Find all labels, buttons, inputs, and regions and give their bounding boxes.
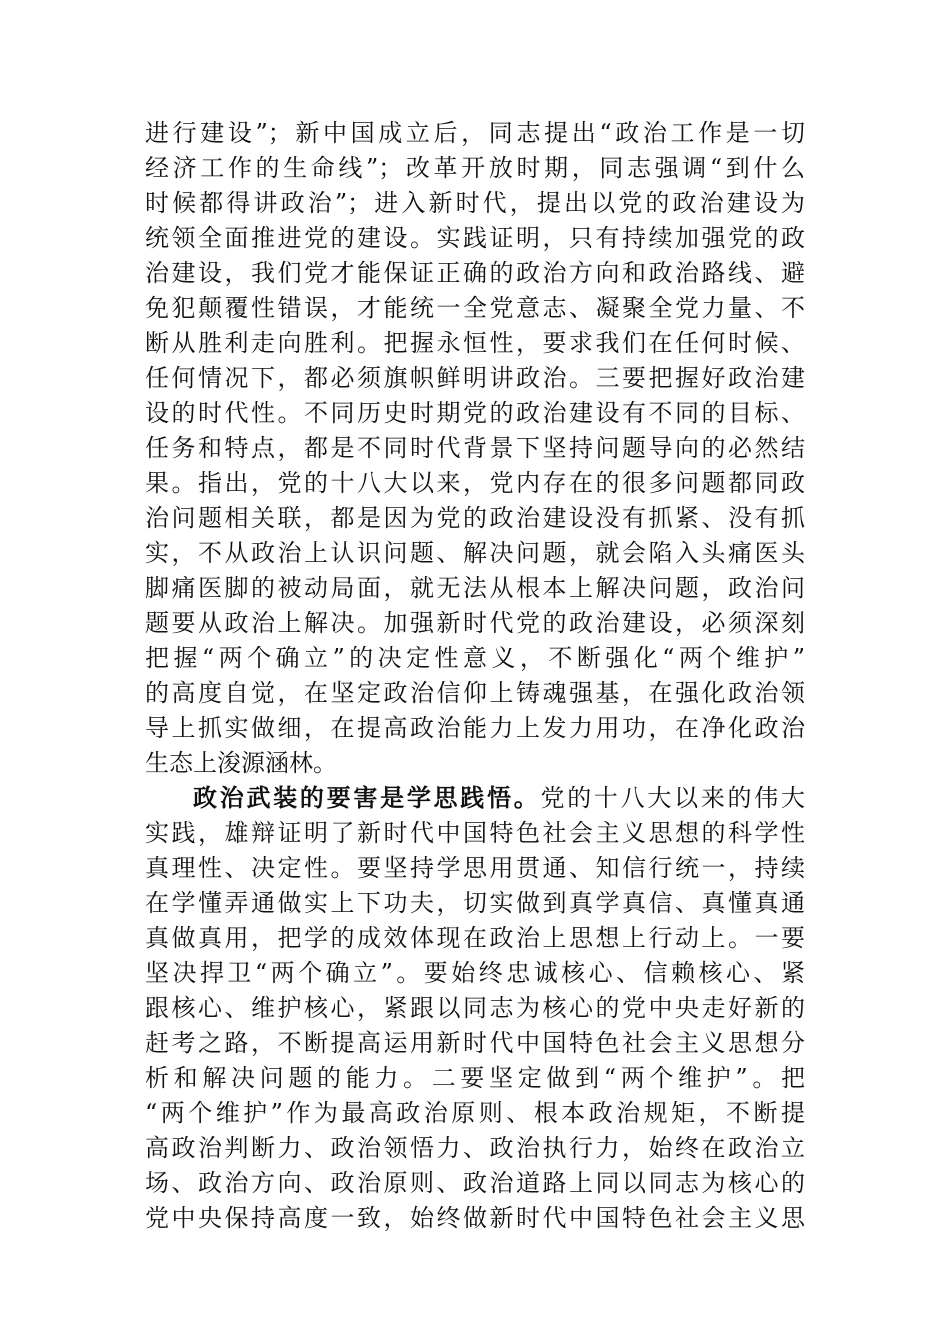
heading-line-rest: 党的十八大以来的伟大: [540, 784, 806, 812]
text-line: 治问题相关联，都是因为党的政治建设没有抓紧、没有抓: [145, 504, 805, 532]
text-line: 坚决捍卫“两个确立”。要始终忠诚核心、信赖核心、紧: [145, 959, 805, 987]
text-line: 治建设，我们党才能保证正确的政治方向和政治路线、避: [145, 259, 805, 287]
text-line: 的高度自觉，在坚定政治信仰上铸魂强基，在强化政治领: [145, 679, 805, 707]
text-line: 脚痛医脚的被动局面，就无法从根本上解决问题，政治问: [145, 574, 805, 602]
text-line: 经济工作的生命线”；改革开放时期，同志强调“到什么: [145, 154, 805, 182]
text-line: 党中央保持高度一致，始终做新时代中国特色社会主义思: [145, 1204, 805, 1232]
text-line: 果。指出，党的十八大以来，党内存在的很多问题都同政: [145, 469, 805, 497]
text-line: 在学懂弄通做实上下功夫，切实做到真学真信、真懂真通: [145, 889, 805, 917]
text-line: 真理性、决定性。要坚持学思用贯通、知信行统一，持续: [145, 854, 805, 882]
text-line: 实，不从政治上认识问题、解决问题，就会陷入头痛医头: [145, 539, 805, 567]
text-line: 把握“两个确立”的决定性意义，不断强化“两个维护”: [145, 644, 805, 672]
text-line: 免犯颠覆性错误，才能统一全党意志、凝聚全党力量、不: [145, 294, 805, 322]
text-line: 实践，雄辩证明了新时代中国特色社会主义思想的科学性: [145, 819, 805, 847]
text-line: 跟核心、维护核心，紧跟以同志为核心的党中央走好新的: [145, 994, 805, 1022]
text-line: 生态上浚源涵林。: [145, 749, 337, 777]
text-line: 统领全面推进党的建设。实践证明，只有持续加强党的政: [145, 224, 805, 252]
text-line: 析和解决问题的能力。二要坚定做到“两个维护”。把: [145, 1064, 805, 1092]
paragraph-heading: 政治武装的要害是学思践悟。: [193, 784, 541, 812]
text-line: 任何情况下，都必须旗帜鲜明讲政治。三要把握好政治建: [145, 364, 805, 392]
text-line: “两个维护”作为最高政治原则、根本政治规矩，不断提: [145, 1099, 805, 1127]
text-line: 时候都得讲政治”；进入新时代，提出以党的政治建设为: [145, 189, 805, 217]
text-line: 真做真用，把学的成效体现在政治上思想上行动上。一要: [145, 924, 805, 952]
text-line: 题要从政治上解决。加强新时代党的政治建设，必须深刻: [145, 609, 805, 637]
text-line: 任务和特点，都是不同时代背景下坚持问题导向的必然结: [145, 434, 805, 462]
body-text: [145, 116, 805, 1236]
text-line: 赶考之路，不断提高运用新时代中国特色社会主义思想分: [145, 1029, 805, 1057]
text-line: 断从胜利走向胜利。把握永恒性，要求我们在任何时候、: [145, 329, 805, 357]
text-line: 设的时代性。不同历史时期党的政治建设有不同的目标、: [145, 399, 805, 427]
text-line: 导上抓实做细，在提高政治能力上发力用功，在净化政治: [145, 714, 805, 742]
text-line: 进行建设”；新中国成立后，同志提出“政治工作是一切: [145, 119, 805, 147]
text-line: 场、政治方向、政治原则、政治道路上同以同志为核心的: [145, 1169, 805, 1197]
paragraph-first-line: [145, 781, 805, 816]
text-line: 高政治判断力、政治领悟力、政治执行力，始终在政治立: [145, 1134, 805, 1162]
